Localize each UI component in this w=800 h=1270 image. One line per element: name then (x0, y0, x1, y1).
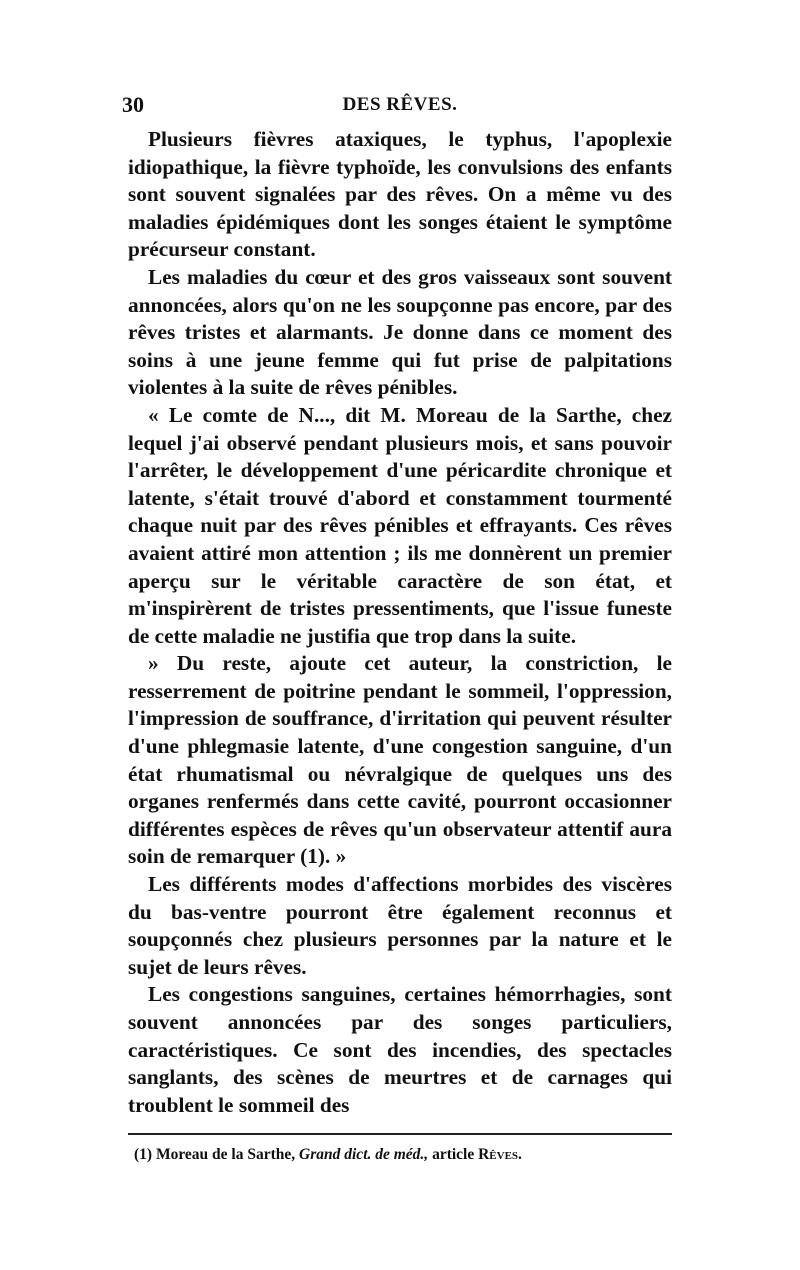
footnote-marker: (1) (134, 1146, 153, 1164)
footnote-author: Moreau de la Sarthe, (155, 1146, 296, 1164)
footnote (128, 1145, 672, 1165)
running-title: DES RÊVES. (342, 94, 458, 115)
footnote-article-prefix: article (432, 1146, 475, 1164)
footnote-divider (128, 1133, 672, 1135)
paragraph-4: » Du reste, ajoute cet auteur, la constriction, le resserrement de poitrine pendant le sommeil, l'oppression, l'impression de souffrance, d'irritation qui peuvent résulter d'une phlegmasie latente, d'une congestion sanguine, d'un état rhumatismal ou névralgique de quelques uns des organes renfermés dans cette cavité, pourront occasionner différentes espèces de rêves qu'un observateur attentif aura soin de remarquer (1). » (128, 651, 672, 869)
page-number: 30 (122, 92, 144, 117)
running-head (122, 92, 672, 120)
paragraph-5: Les différents modes d'affections morbides des viscères du bas-ventre pourront être également reconnus et soupçonnés chez plusieurs personnes par la nature et le sujet de leurs rêves. (128, 872, 672, 979)
footnote-work: Grand dict. de méd., (299, 1146, 429, 1164)
paragraph-2: Les maladies du cœur et des gros vaisseaux sont souvent annoncées, alors qu'on ne les soupçonne pas encore, par des rêves tristes et alarmants. Je donne dans ce moment des soins à une jeune femme qui fut prise de palpitations violentes à la suite de rêves pénibles. (128, 264, 672, 400)
paragraph-6: Les congestions sanguines, certaines hémorrhagies, sont souvent annoncées par des songes particuliers, caractéristiques. Ce sont des incendies, des spectacles sanglants, des scènes de meurtres et de carnages qui troublent le sommeil des (128, 982, 672, 1117)
body-text (128, 126, 672, 1119)
paragraph-3: « Le comte de N..., dit M. Moreau de la Sarthe, chez lequel j'ai observé pendant plusieurs mois, et sans pouvoir l'arrêter, le développement d'une péricardite chronique et latente, s'était trouvé d'abord et constamment tourmenté chaque nuit par des rêves pénibles et effrayants. Ces rêves avaient attiré mon attention ; ils me donnèrent un premier aperçu sur le véritable caractère de son état, et m'inspirèrent de tristes pressentiments, que l'issue funeste de cette maladie ne justifia que trop dans la suite. (128, 402, 672, 648)
footnote-article-title: Rêves. (478, 1146, 522, 1164)
book-page (122, 92, 672, 1165)
paragraph-1: Plusieurs fièvres ataxiques, le typhus, l'apoplexie idiopathique, la fièvre typhoïde, les convulsions des enfants sont souvent signalées par des rêves. On a même vu des maladies épidémiques dont les songes étaient le symptôme précurseur constant. (128, 127, 672, 262)
